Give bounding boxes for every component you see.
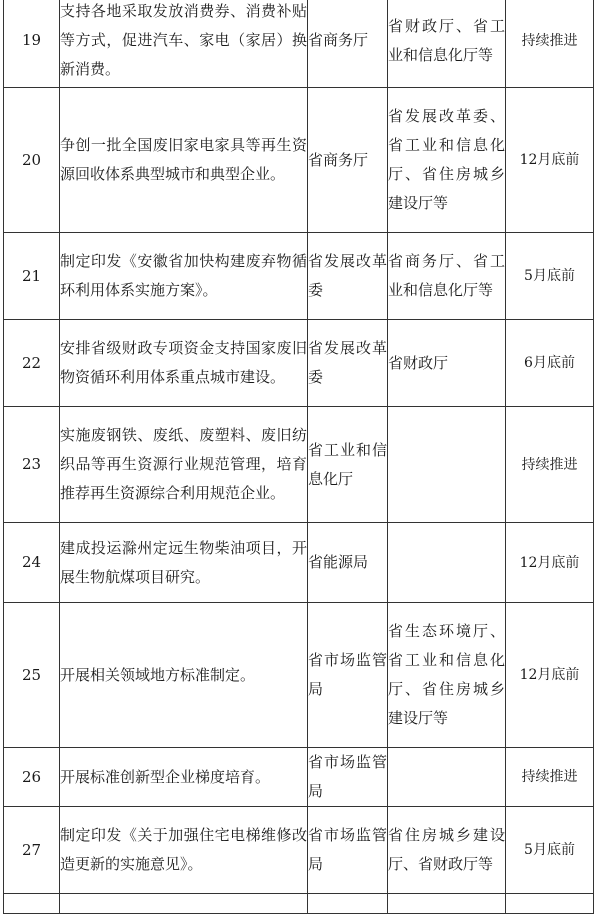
deadline: 6月底前 [506,320,594,407]
task-table [3,0,594,914]
row-number: 20 [4,88,60,233]
cooperating-departments: 省财政厅、省工业和信息化厅等 [388,0,506,88]
deadline: 持续推进 [506,407,594,523]
task-description: 实施废钢铁、废纸、废塑料、废旧纺织品等再生资源行业规范管理，培育推荐再生资源综合利用规范企业。 [60,407,308,523]
table-row [4,0,594,88]
table-row [4,233,594,320]
task-description: 争创一批全国废旧家电家具等再生资源回收体系典型城市和典型企业。 [60,88,308,233]
task-description: 支持各地采取发放消费券、消费补贴等方式，促进汽车、家电（家居）换新消费。 [60,0,308,88]
lead-department: 省商务厅 [308,88,388,233]
row-number: 23 [4,407,60,523]
lead-department: 省工业和信息化厅 [308,407,388,523]
empty-cell [388,894,506,914]
deadline: 12月底前 [506,603,594,748]
deadline: 5月底前 [506,807,594,894]
row-number: 21 [4,233,60,320]
cooperating-departments: 省发展改革委、省工业和信息化厅、省住房城乡建设厅等 [388,88,506,233]
cooperating-departments: 省生态环境厅、省工业和信息化厅、省住房城乡建设厅等 [388,603,506,748]
row-number: 19 [4,0,60,88]
task-description: 开展标准创新型企业梯度培育。 [60,748,308,807]
lead-department: 省市场监管局 [308,603,388,748]
table-row-partial [4,894,594,914]
lead-department: 省市场监管局 [308,748,388,807]
deadline: 12月底前 [506,523,594,603]
empty-cell [308,894,388,914]
table-row [4,523,594,603]
empty-cell [60,894,308,914]
empty-cell [506,894,594,914]
deadline: 持续推进 [506,0,594,88]
cooperating-departments: 省商务厅、省工业和信息化厅等 [388,233,506,320]
empty-cell [4,894,60,914]
lead-department: 省商务厅 [308,0,388,88]
row-number: 22 [4,320,60,407]
deadline: 持续推进 [506,748,594,807]
table-row [4,407,594,523]
lead-department: 省市场监管局 [308,807,388,894]
task-description: 制定印发《安徽省加快构建废弃物循环利用体系实施方案》。 [60,233,308,320]
table-row [4,88,594,233]
task-description: 开展相关领域地方标准制定。 [60,603,308,748]
row-number: 24 [4,523,60,603]
task-description: 安排省级财政专项资金支持国家废旧物资循环利用体系重点城市建设。 [60,320,308,407]
deadline: 12月底前 [506,88,594,233]
table-row [4,807,594,894]
table-row [4,320,594,407]
cooperating-departments: 省住房城乡建设厅、省财政厅等 [388,807,506,894]
row-number: 27 [4,807,60,894]
cooperating-departments [388,748,506,807]
table-row [4,748,594,807]
task-description: 制定印发《关于加强住宅电梯维修改造更新的实施意见》。 [60,807,308,894]
deadline: 5月底前 [506,233,594,320]
task-description: 建成投运滁州定远生物柴油项目，开展生物航煤项目研究。 [60,523,308,603]
row-number: 26 [4,748,60,807]
lead-department: 省能源局 [308,523,388,603]
cooperating-departments: 省财政厅 [388,320,506,407]
lead-department: 省发展改革委 [308,320,388,407]
row-number: 25 [4,603,60,748]
table-row [4,603,594,748]
lead-department: 省发展改革委 [308,233,388,320]
cooperating-departments [388,407,506,523]
cooperating-departments [388,523,506,603]
